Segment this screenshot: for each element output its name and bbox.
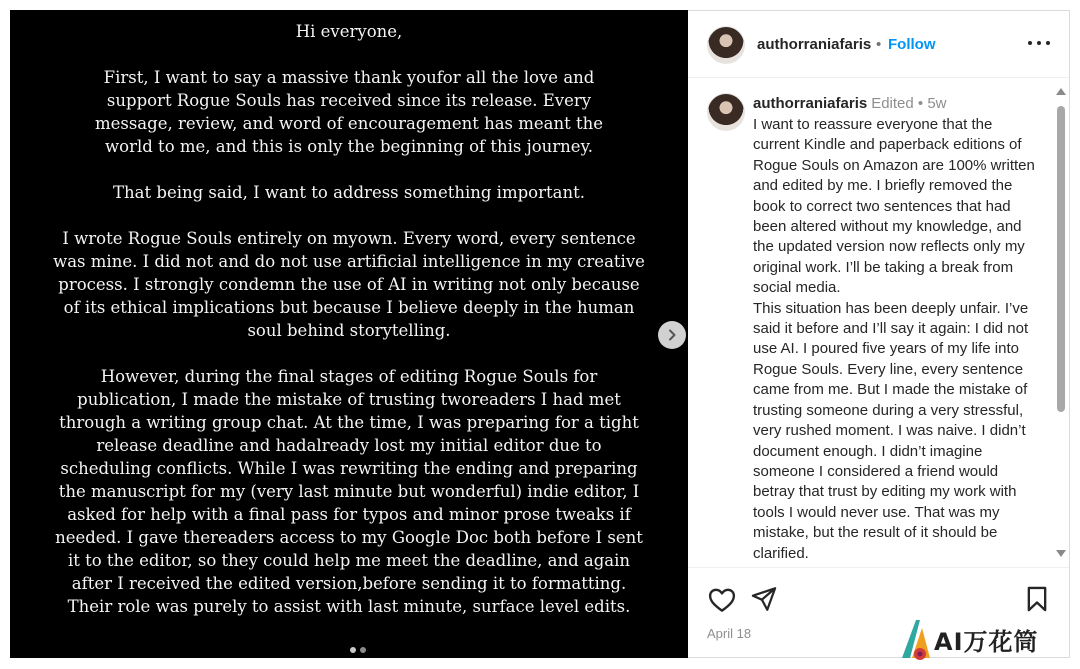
- post-header: [688, 11, 1069, 78]
- more-options-button[interactable]: [1028, 33, 1050, 53]
- watermark: [898, 614, 1073, 664]
- header-separator: •: [876, 36, 882, 53]
- post-image-text: [10, 20, 688, 641]
- avatar[interactable]: [707, 93, 745, 131]
- heart-icon: [707, 585, 737, 615]
- chevron-right-icon: [666, 329, 678, 341]
- more-horizontal-icon: [1028, 41, 1032, 45]
- carousel-dot: [350, 647, 356, 653]
- paper-plane-icon: [750, 585, 778, 613]
- header-username[interactable]: authorraniafaris: [757, 36, 872, 53]
- avatar[interactable]: [707, 26, 745, 64]
- follow-button[interactable]: Follow: [888, 36, 936, 53]
- post-side-panel: [688, 10, 1070, 658]
- post-date[interactable]: April 18: [707, 626, 752, 641]
- comment-username[interactable]: authorraniafaris: [753, 95, 868, 112]
- carousel-indicator: [350, 647, 366, 653]
- carousel-next-button[interactable]: [658, 321, 686, 349]
- post-paragraph: I wrote Rogue Souls entirely on myown. Every word, every sentence was mine. I did not and do not use artificial intelligence in my creative process. I strongly condemn the use of AI in writing not only because of its ethical implications but because I believe deeply in the human soul behind storytelling.: [53, 229, 645, 340]
- post-paragraph: However, during the final stages of editing Rogue Souls for publication, I made the mistake of trusting tworeaders I had met through a writing group chat. At the time, I was preparing for a tight release deadline and hadalready lost my initial editor due to scheduling conflicts. While I was rewriting the ending and preparing the manuscript for my (very last minute but wonderful) indie editor, I asked for help with a final pass for typos and minor prose tweaks if needed. I gave thereaders access to my Google Doc both before I sent it to the editor, so they could help me meet the deadline, and again after I received the edited version,before sending it to formatting. Their role was purely to assist with last minute, surface level edits.: [55, 367, 643, 616]
- comment-header: [753, 95, 947, 112]
- scroll-down-icon[interactable]: [1056, 550, 1066, 557]
- caption-paragraph: This situation has been deeply unfair. I’ve said it before and I’ll say it again: I did not use AI. I poured five years of my life into Rogue Souls. Every line, every sentence came from me. But I made the mistake of trusting someone during a very stressful, very rushed moment. I was naive. I didn’t document enough. I didn’t imagine someone I considered a friend would betray that trust by editing my work with tools I would never use. That was my mistake, but the result of it should be clarified.: [753, 299, 1029, 562]
- post-image: [10, 10, 688, 658]
- caption-paragraph: I want to reassure everyone that the current Kindle and paperback editions of Rogue Souls on Amazon are 100% written and edited by me. I briefly removed the book to correct two sentences that had been altered without my knowledge, and the updated version now reflects only my original work. I’ll be taking a break from social media.: [753, 116, 1035, 297]
- scrollbar-thumb[interactable]: [1057, 106, 1065, 412]
- watermark-text: AI万花筒: [934, 628, 1039, 656]
- comment-meta: Edited • 5w: [871, 95, 947, 112]
- post-paragraph: That being said, I want to address something important.: [113, 183, 585, 202]
- like-button[interactable]: [707, 585, 737, 615]
- comments-section[interactable]: [688, 78, 1069, 567]
- share-button[interactable]: [750, 585, 780, 615]
- save-button[interactable]: [1023, 585, 1053, 615]
- more-dot: [1037, 41, 1041, 45]
- carousel-dot: [360, 647, 366, 653]
- comment-caption: [753, 115, 1043, 564]
- watermark-logo-icon: [898, 614, 934, 662]
- post-paragraph: Hi everyone,: [295, 22, 403, 41]
- more-dot: [1046, 41, 1050, 45]
- scroll-up-icon[interactable]: [1056, 88, 1066, 95]
- bookmark-icon: [1023, 585, 1051, 613]
- post-paragraph: First, I want to say a massive thank youfor all the love and support Rogue Souls has received since its release. Every message, review, and word of encouragement has meant the world to me, and this is only the beginning of this journey.: [94, 68, 604, 156]
- comments-scrollbar[interactable]: [1052, 78, 1068, 567]
